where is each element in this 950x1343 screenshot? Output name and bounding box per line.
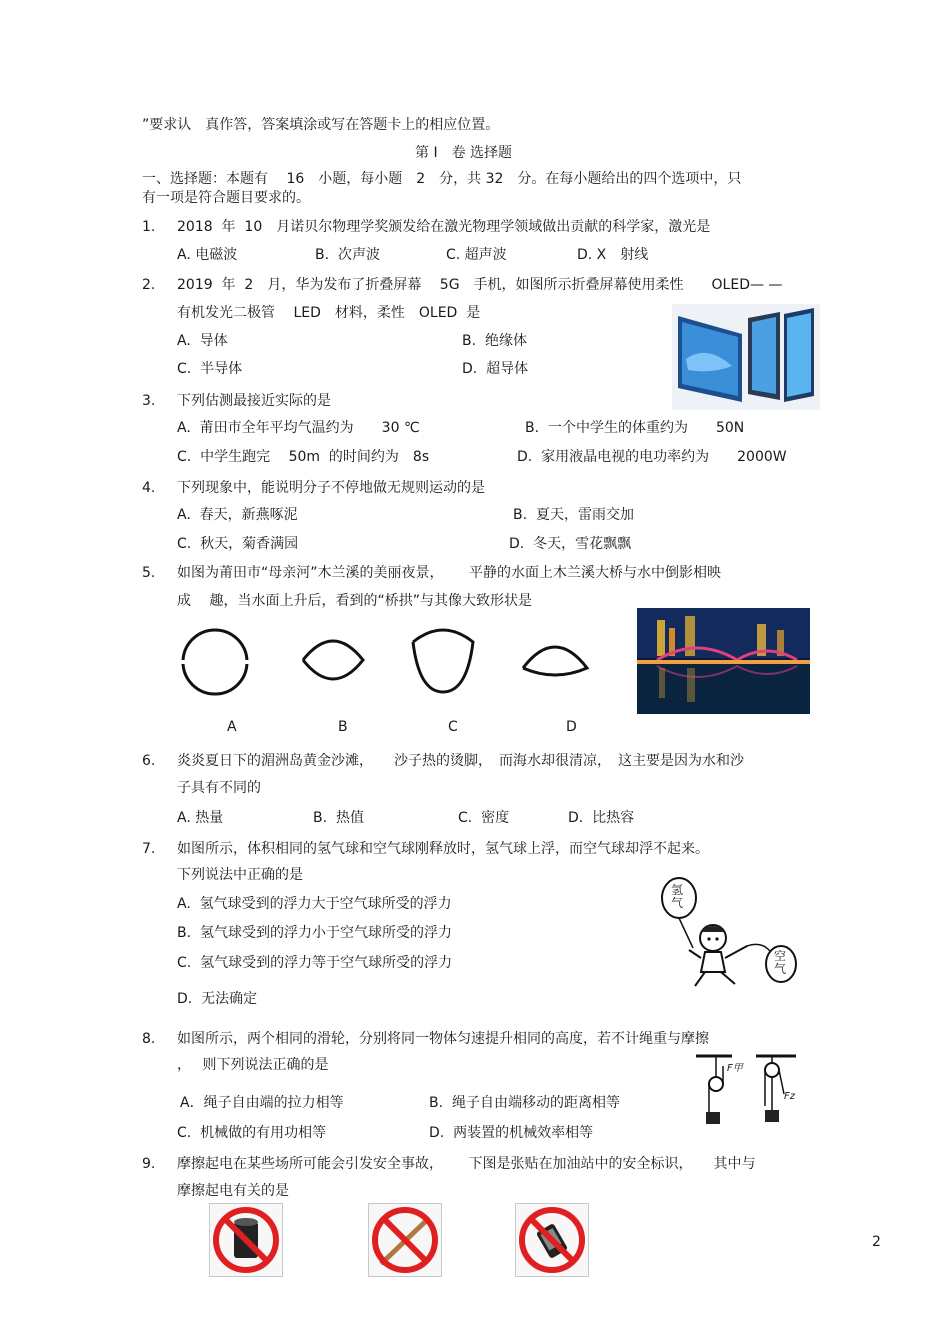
question-stem: 炎炎夏日下的湄洲岛黄金沙滩， 沙子热的烫脚， 而海水却很清凉， 这主要是因为水和沙 <box>177 753 744 769</box>
option-label: A <box>227 719 237 735</box>
question-stem: 下列说法中正确的是 <box>177 867 303 883</box>
force-label-jia: F甲 <box>727 1063 743 1074</box>
force-label-yi: Fz <box>784 1091 796 1102</box>
option: D. X 射线 <box>577 247 649 263</box>
option: D. 超导体 <box>462 361 529 377</box>
option: A. 热量 <box>177 810 224 826</box>
page-number: 2 <box>872 1234 881 1250</box>
option: D. 比热容 <box>568 810 635 826</box>
question-stem: 2019 年 2 月，华为发布了折叠屏幕 5G 手机，如图所示折叠屏幕使用柔性 OLED— — <box>177 277 783 293</box>
option: A. 莆田市全年平均气温约为 30 ℃ <box>177 420 420 436</box>
intro-text: ”要求认 真作答，答案填涂或写在答题卡上的相应位置。 <box>142 117 500 133</box>
folding-screen-image <box>672 304 820 410</box>
bridge-arch-options <box>175 622 605 708</box>
question-stem: 下列现象中，能说明分子不停地做无规则运动的是 <box>177 480 485 496</box>
question-stem: 摩擦起电有关的是 <box>177 1183 289 1199</box>
instructions-line-2: 有一项是符合题目要求的。 <box>142 190 310 206</box>
option: C. 中学生跑完 50m 的时间约为 8s <box>177 449 430 465</box>
hydrogen-balloon-label: 氢气 <box>671 883 684 910</box>
option: A. 氢气球受到的浮力大于空气球所受的浮力 <box>177 896 452 912</box>
option: B. 夏天，雷雨交加 <box>513 507 634 523</box>
question-number: 3. <box>142 393 156 409</box>
option: D. 两装置的机械效率相等 <box>429 1125 594 1141</box>
mulan-river-night-image <box>637 608 810 714</box>
question-stem: 如图为莆田市“母亲河”木兰溪的美丽夜景， 平静的水面上木兰溪大桥与水中倒影相映 <box>177 565 721 581</box>
no-barrel-sign <box>209 1203 283 1277</box>
option-label: B <box>338 719 348 735</box>
option-label: C <box>448 719 458 735</box>
option: B. 一个中学生的体重约为 50N <box>525 420 745 436</box>
question-number: 6. <box>142 753 156 769</box>
arch-shape-b <box>303 641 363 679</box>
arch-shape-c <box>413 630 473 692</box>
question-stem: 摩擦起电在某些场所可能会引发安全事故， 下图是张贴在加油站中的安全标识， 其中与 <box>177 1156 756 1172</box>
option: C. 机械做的有用功相等 <box>177 1125 327 1141</box>
arch-shape-a <box>183 630 247 694</box>
option: B. 热值 <box>313 810 364 826</box>
option: C. 半导体 <box>177 361 243 377</box>
arch-shape-d <box>523 647 587 675</box>
section-title: 第 I 卷 选择题 <box>415 145 513 161</box>
question-number: 9. <box>142 1156 156 1172</box>
question-stem: 如图所示，体积相同的氢气球和空气球刚释放时，氢气球上浮，而空气球却浮不起来。 <box>177 841 709 857</box>
option-label: D <box>566 719 577 735</box>
question-number: 5. <box>142 565 156 581</box>
no-stick-sign <box>368 1203 442 1277</box>
instructions-line-1: 一、选择题：本题有 16 小题，每小题 2 分，共 32 分。在每小题给出的四个选项中，只 <box>142 171 742 187</box>
option: A. 导体 <box>177 333 228 349</box>
question-number: 2. <box>142 277 156 293</box>
question-stem: ， 则下列说法正确的是 <box>177 1057 329 1073</box>
question-number: 4. <box>142 480 156 496</box>
option: C. 秋天，菊香满园 <box>177 536 299 552</box>
no-stick-icon <box>369 1204 441 1276</box>
option: B. 氢气球受到的浮力小于空气球所受的浮力 <box>177 925 452 941</box>
option: D. 冬天，雪花飘飘 <box>509 536 632 552</box>
question-stem: 成 趣，当水面上升后，看到的“桥拱”与其像大致形状是 <box>177 593 532 609</box>
question-stem: 2018 年 10 月诺贝尔物理学奖颁发给在激光物理学领域做出贡献的科学家，激光是 <box>177 219 711 235</box>
option: A．绳子自由端的拉力相等 <box>180 1095 344 1111</box>
option: A. 春天，新燕啄泥 <box>177 507 298 523</box>
question-number: 1. <box>142 219 156 235</box>
no-barrel-icon <box>210 1204 282 1276</box>
question-number: 7. <box>142 841 156 857</box>
option: C. 密度 <box>458 810 510 826</box>
question-stem: 子具有不同的 <box>177 780 261 796</box>
option: D. 家用液晶电视的电功率约为 2000W <box>517 449 787 465</box>
no-phone-sign <box>515 1203 589 1277</box>
option: C. 氢气球受到的浮力等于空气球所受的浮力 <box>177 955 453 971</box>
question-stem: 下列估测最接近实际的是 <box>177 393 331 409</box>
option: C. 超声波 <box>446 247 507 263</box>
question-number: 8. <box>142 1031 156 1047</box>
no-phone-icon <box>516 1204 588 1276</box>
question-stem: 有机发光二极管 LED 材料，柔性 OLED 是 <box>177 305 481 321</box>
air-balloon-label: 空气 <box>774 949 787 976</box>
option: A. 电磁波 <box>177 247 238 263</box>
option: D. 无法确定 <box>177 991 258 1007</box>
option: B. 绳子自由端移动的距离相等 <box>429 1095 620 1111</box>
question-stem: 如图所示，两个相同的滑轮，分别将同一物体匀速提升相同的高度，若不计绳重与摩擦 <box>177 1031 709 1047</box>
option: B. 绝缘体 <box>462 333 527 349</box>
option: B. 次声波 <box>315 247 380 263</box>
